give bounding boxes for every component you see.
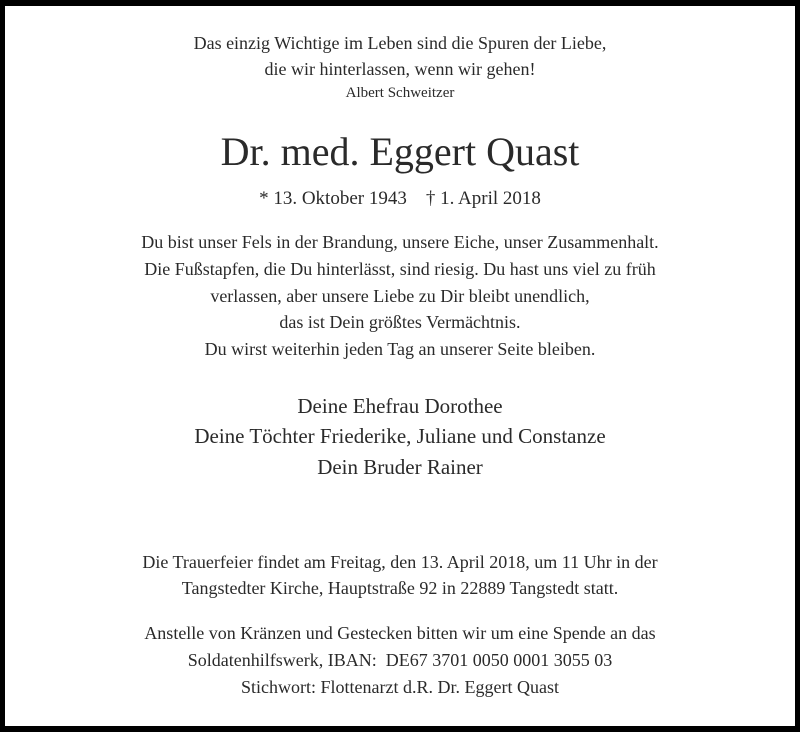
family-line: Deine Töchter Friederike, Juliane und Constanze: [194, 424, 606, 448]
quote-line: die wir hinterlassen, wenn wir gehen!: [264, 59, 536, 79]
tribute-line: verlassen, aber unsere Liebe zu Dir bleibt unendlich,: [210, 286, 590, 306]
quote-author: Albert Schweitzer: [345, 85, 455, 101]
tribute-line: Du wirst weiterhin jeden Tag an unserer Seite bleiben.: [204, 339, 596, 359]
quote-line: Das einzig Wichtige im Leben sind die Spuren der Liebe,: [193, 33, 607, 53]
service-line: Die Trauerfeier findet am Freitag, den 13. April 2018, um 11 Uhr in der: [142, 552, 658, 572]
tribute-line: Du bist unser Fels in der Brandung, unsere Eiche, unser Zusammenhalt.: [141, 232, 659, 252]
tribute-line: Die Fußstapfen, die Du hinterlässt, sind riesig. Du hast uns viel zu früh: [144, 259, 656, 279]
tribute-line: das ist Dein größtes Vermächtnis.: [279, 312, 521, 332]
donation-line: Stichwort: Flottenarzt d.R. Dr. Eggert Quast: [241, 677, 559, 697]
donation-line: Anstelle von Kränzen und Gestecken bitten wir um eine Spende an das: [144, 623, 656, 643]
family-line: Deine Ehefrau Dorothee: [297, 394, 503, 418]
deceased-name: Dr. med. Eggert Quast: [220, 129, 580, 174]
family-line: Dein Bruder Rainer: [317, 455, 483, 479]
service-line: Tangstedter Kirche, Hauptstraße 92 in 22889 Tangstedt statt.: [181, 578, 619, 598]
donation-line: Soldatenhilfswerk, IBAN: DE67 3701 0050 0001 3055 03: [187, 650, 613, 670]
life-dates: * 13. Oktober 1943 † 1. April 2018: [259, 188, 541, 209]
